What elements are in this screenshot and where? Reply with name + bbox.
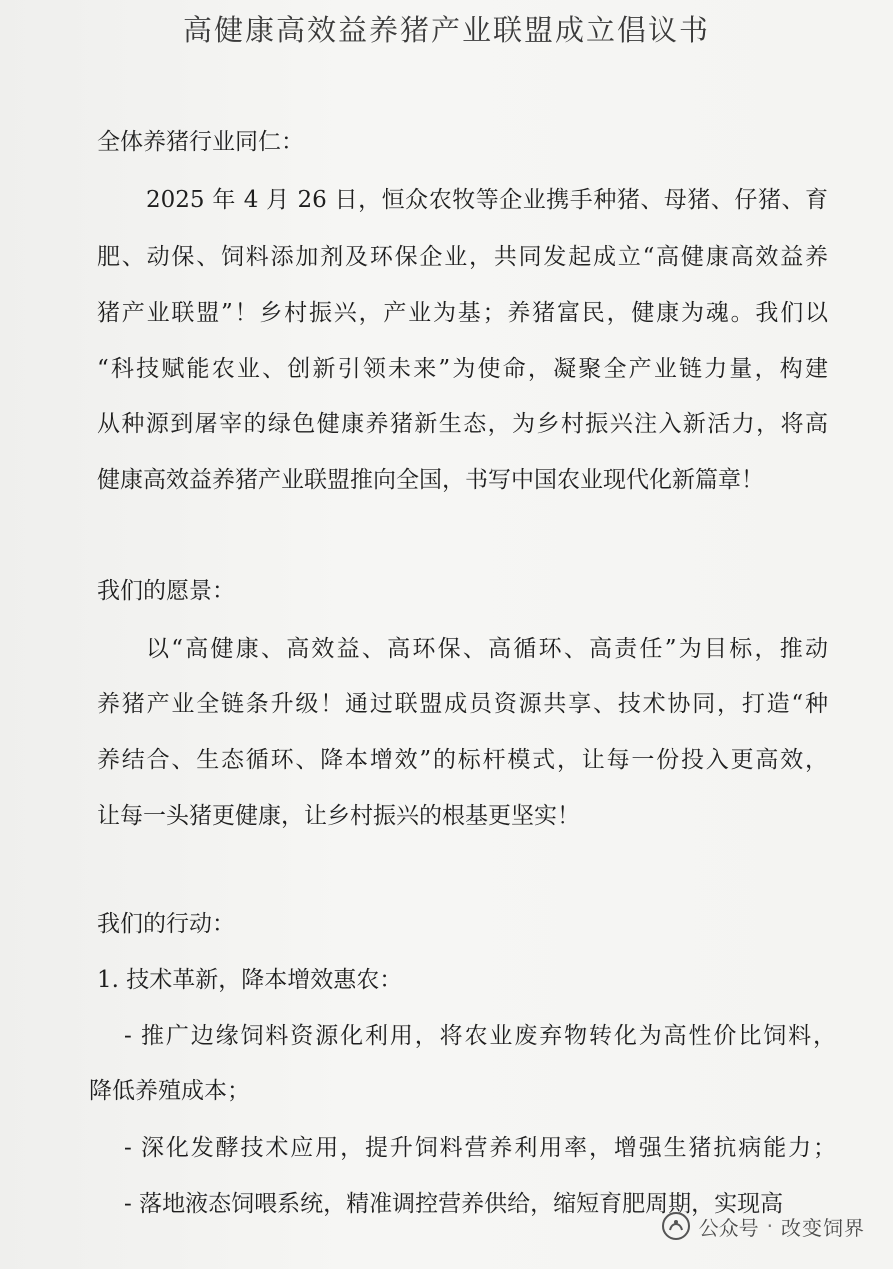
intro-line-1: 2025 年 4 月 26 日，恒众农牧等企业携手种猪、母猪、仔猪、育: [146, 187, 828, 213]
action-bullet-2: - 深化发酵技术应用，提升饲料营养利用率，增强生猪抗病能力；: [124, 1135, 836, 1161]
vision-line-1: 以“高健康、高效益、高环保、高循环、高责任”为目标，推动: [146, 636, 828, 662]
vision-line-2: 养猪产业全链条升级！通过联盟成员资源共享、技术协同，打造“种: [97, 691, 828, 717]
intro-line-3: 猪产业联盟”！乡村振兴，产业为基；养猪富民，健康为魂。我们以: [97, 300, 828, 326]
action-heading: 我们的行动：: [97, 911, 235, 937]
intro-line-6: 健康高效益养猪产业联盟推向全国，书写中国农业现代化新篇章！: [97, 467, 764, 493]
vision-line-3: 养结合、生态循环、降本增效”的标杆模式，让每一份投入更高效，: [97, 747, 828, 773]
watermark-label: 公众号: [698, 1215, 759, 1240]
document-title: 高健康高效益养猪产业联盟成立倡议书: [182, 13, 710, 47]
intro-line-2: 肥、动保、饲料添加剂及环保企业，共同发起成立“高健康高效益养: [97, 244, 828, 270]
action-bullet-3: - 落地液态饲喂系统，精准调控营养供给，缩短育肥周期，实现高: [124, 1191, 784, 1217]
watermark-separator: ·: [766, 1214, 773, 1238]
vision-heading: 我们的愿景：: [97, 578, 235, 604]
action-bullet-1: - 推广边缘饲料资源化利用，将农业废弃物转化为高性价比饲料，: [124, 1023, 836, 1049]
wechat-official-account-icon: [661, 1211, 691, 1241]
intro-line-4: “科技赋能农业、创新引领未来”为使命，凝聚全产业链力量，构建: [97, 356, 828, 382]
intro-line-5: 从种源到屠宰的绿色健康养猪新生态，为乡村振兴注入新活力，将高: [97, 411, 828, 437]
watermark: [661, 1211, 865, 1241]
action-bullet-1-continued: 降低养殖成本；: [89, 1078, 250, 1104]
vision-line-4: 让每一头猪更健康，让乡村振兴的根基更坚实！: [97, 803, 580, 829]
watermark-brand: 改变饲界: [781, 1215, 865, 1240]
action-item-1: 1. 技术革新，降本增效惠农：: [97, 967, 403, 993]
salutation: 全体养猪行业同仁：: [97, 129, 304, 155]
